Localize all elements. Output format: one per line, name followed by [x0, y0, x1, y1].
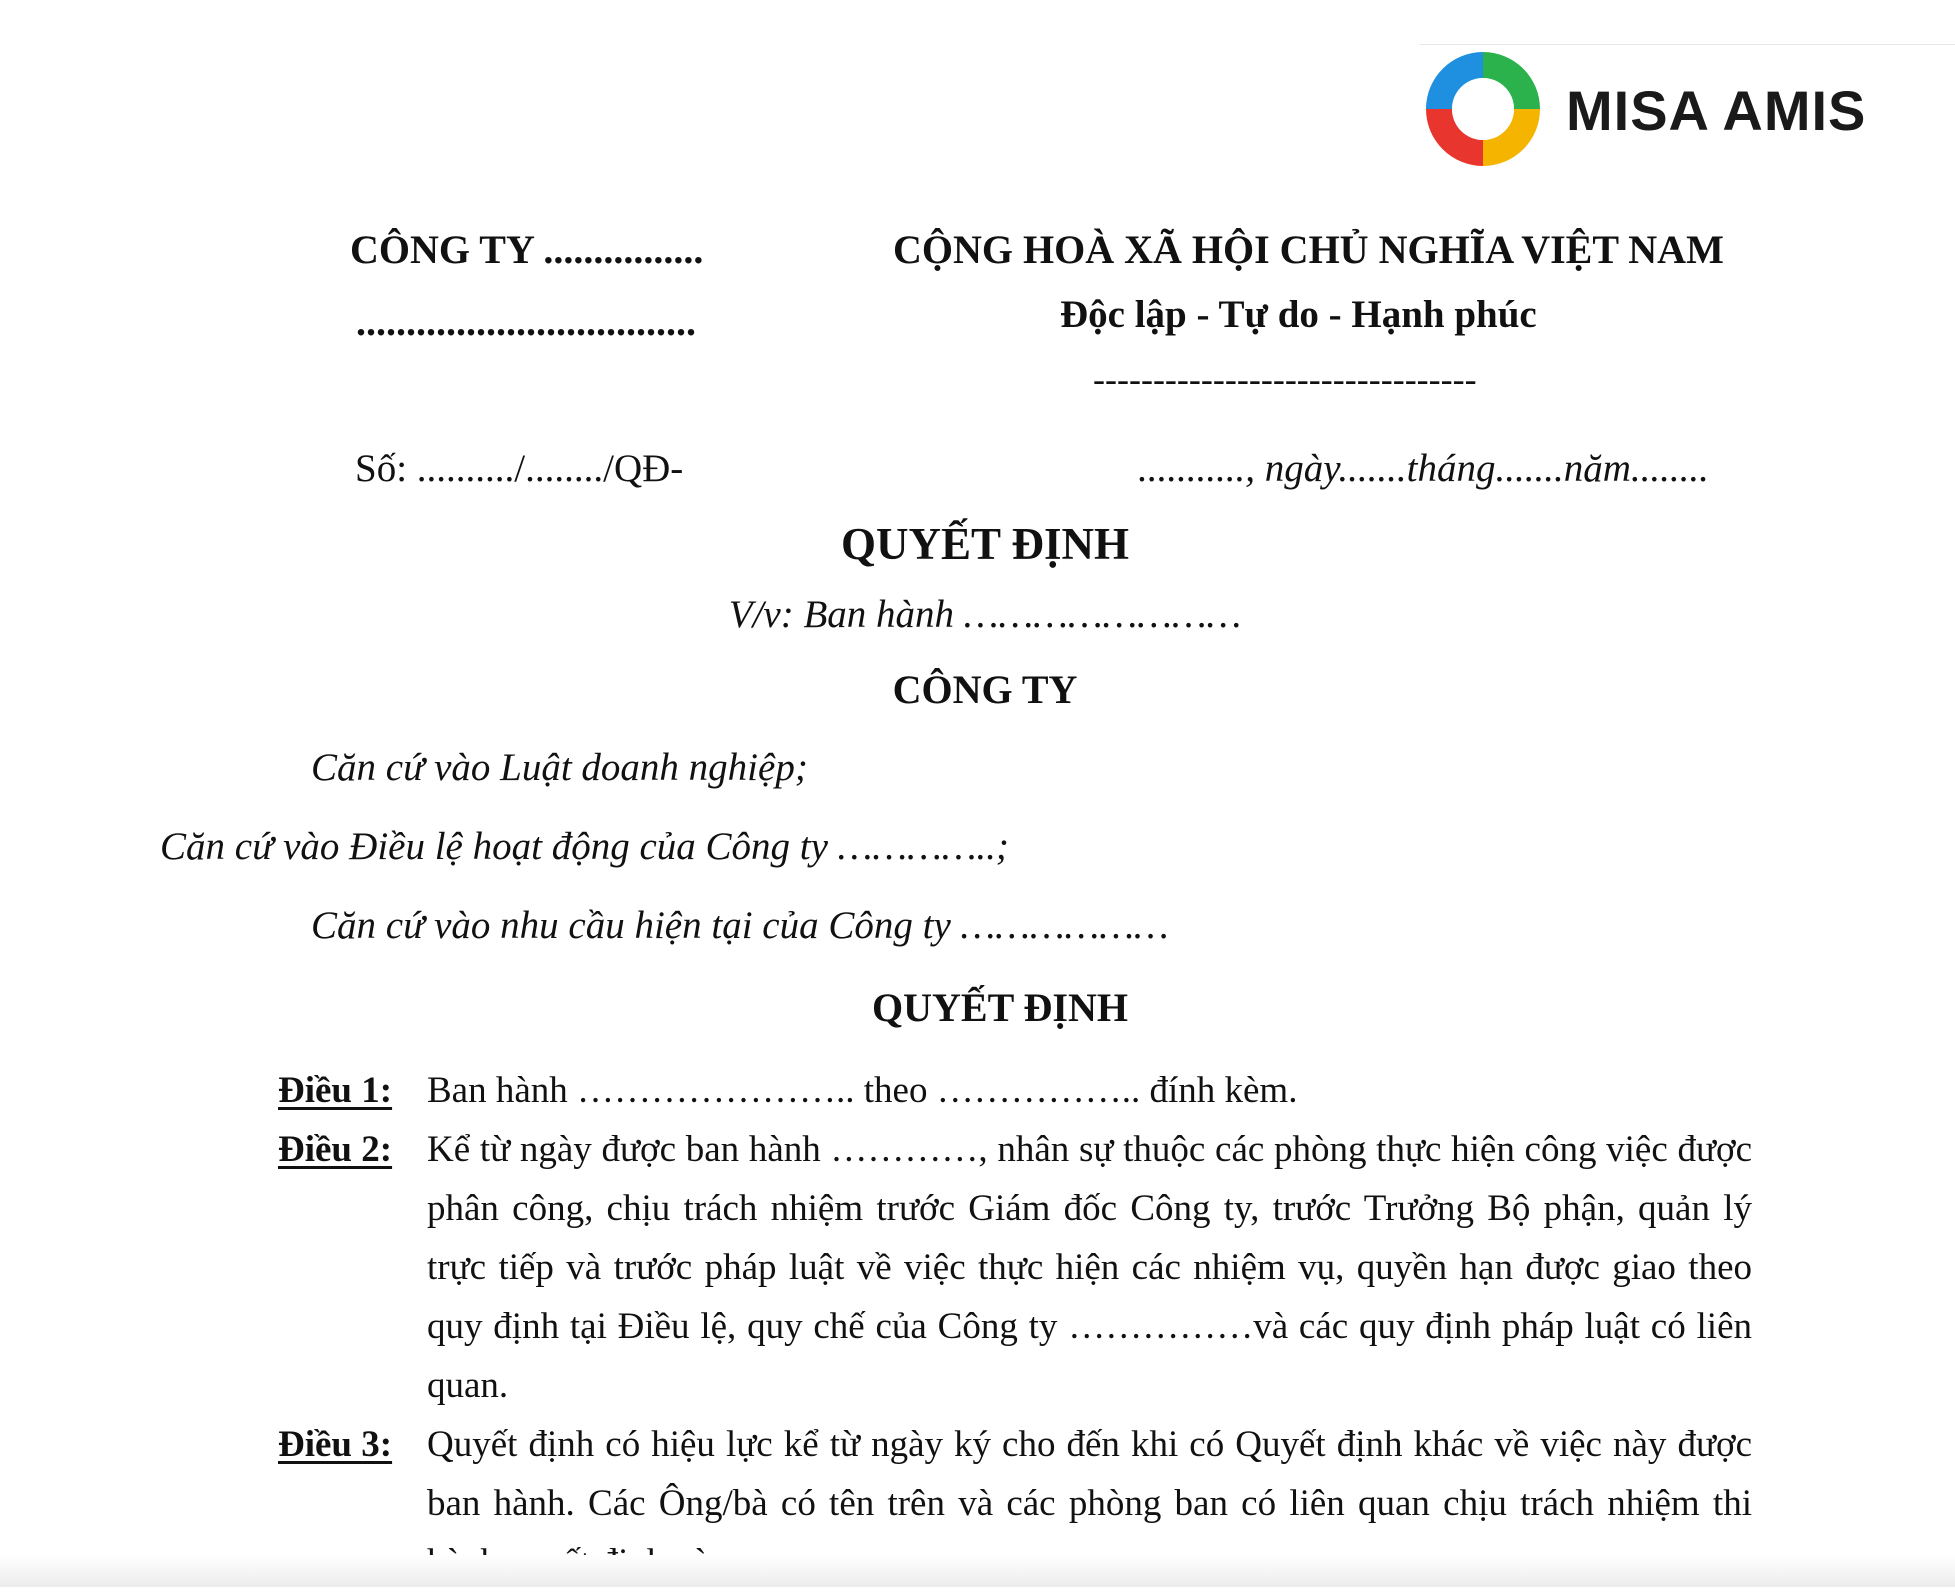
national-motto: Độc lập - Tự do - Hạnh phúc	[1060, 293, 1537, 336]
decision-heading: QUYẾT ĐỊNH	[872, 985, 1128, 1030]
page-bottom-shadow	[0, 1555, 1955, 1587]
logo-wordmark: MISA AMIS	[1566, 79, 1867, 142]
document-title: QUYẾT ĐỊNH	[841, 519, 1129, 569]
article-text: Quyết định có hiệu lực kể từ ngày ký cho đến khi có Quyết định khác về việc này được ban hành. Các Ông/bà có tên trên và các phòng ban có liên quan chịu trách nhiệm thi	[427, 1424, 1752, 1524]
article-1	[278, 1061, 1752, 1120]
company-name: CÔNG TY ................	[350, 227, 704, 272]
legal-basis-2: Căn cứ vào Điều lệ hoạt động của Công ty …………..;	[160, 825, 1009, 868]
article-label: Điều 3:	[278, 1424, 393, 1465]
article-text: Kể từ ngày được ban hành …………, nhân sự thuộc các phòng thực hiện công việc được phân công, chịu trách nhiệm trước Giám đốc Công ty, trước Trưởng Bộ phận, quản lý trực tiếp và trước pháp luật về việc thực hiện các nhiệm vụ, quyền hạn được giao theo quy định tại Điều lệ, quy chế của Công ty ……………và các quy định pháp luật có liên quan.	[427, 1129, 1752, 1406]
misa-swirl-icon	[1418, 44, 1548, 174]
legal-basis-1: Căn cứ vào Luật doanh nghiệp;	[311, 746, 808, 789]
document-subject: V/v: Ban hành ……………………	[728, 593, 1242, 636]
article-label: Điều 1:	[278, 1070, 393, 1111]
document-number: Số: ........../......../QĐ-	[355, 447, 684, 490]
article-text: Ban hành ………………….. theo …………….. đính kèm.	[427, 1070, 1298, 1111]
document-date: ..........., ngày.......tháng.......năm........	[1138, 447, 1709, 490]
legal-basis-3: Căn cứ vào nhu cầu hiện tại của Công ty ………………	[311, 904, 1169, 947]
article-label: Điều 2:	[278, 1129, 393, 1170]
misa-amis-logo	[1418, 44, 1888, 180]
article-2	[278, 1120, 1752, 1415]
national-title: CỘNG HOÀ XÃ HỘI CHỦ NGHĨA VIỆT NAM	[893, 227, 1724, 272]
issuer-heading: CÔNG TY	[892, 667, 1078, 712]
company-department: ..................................	[356, 299, 696, 344]
motto-divider: --------------------------------	[1093, 359, 1477, 399]
